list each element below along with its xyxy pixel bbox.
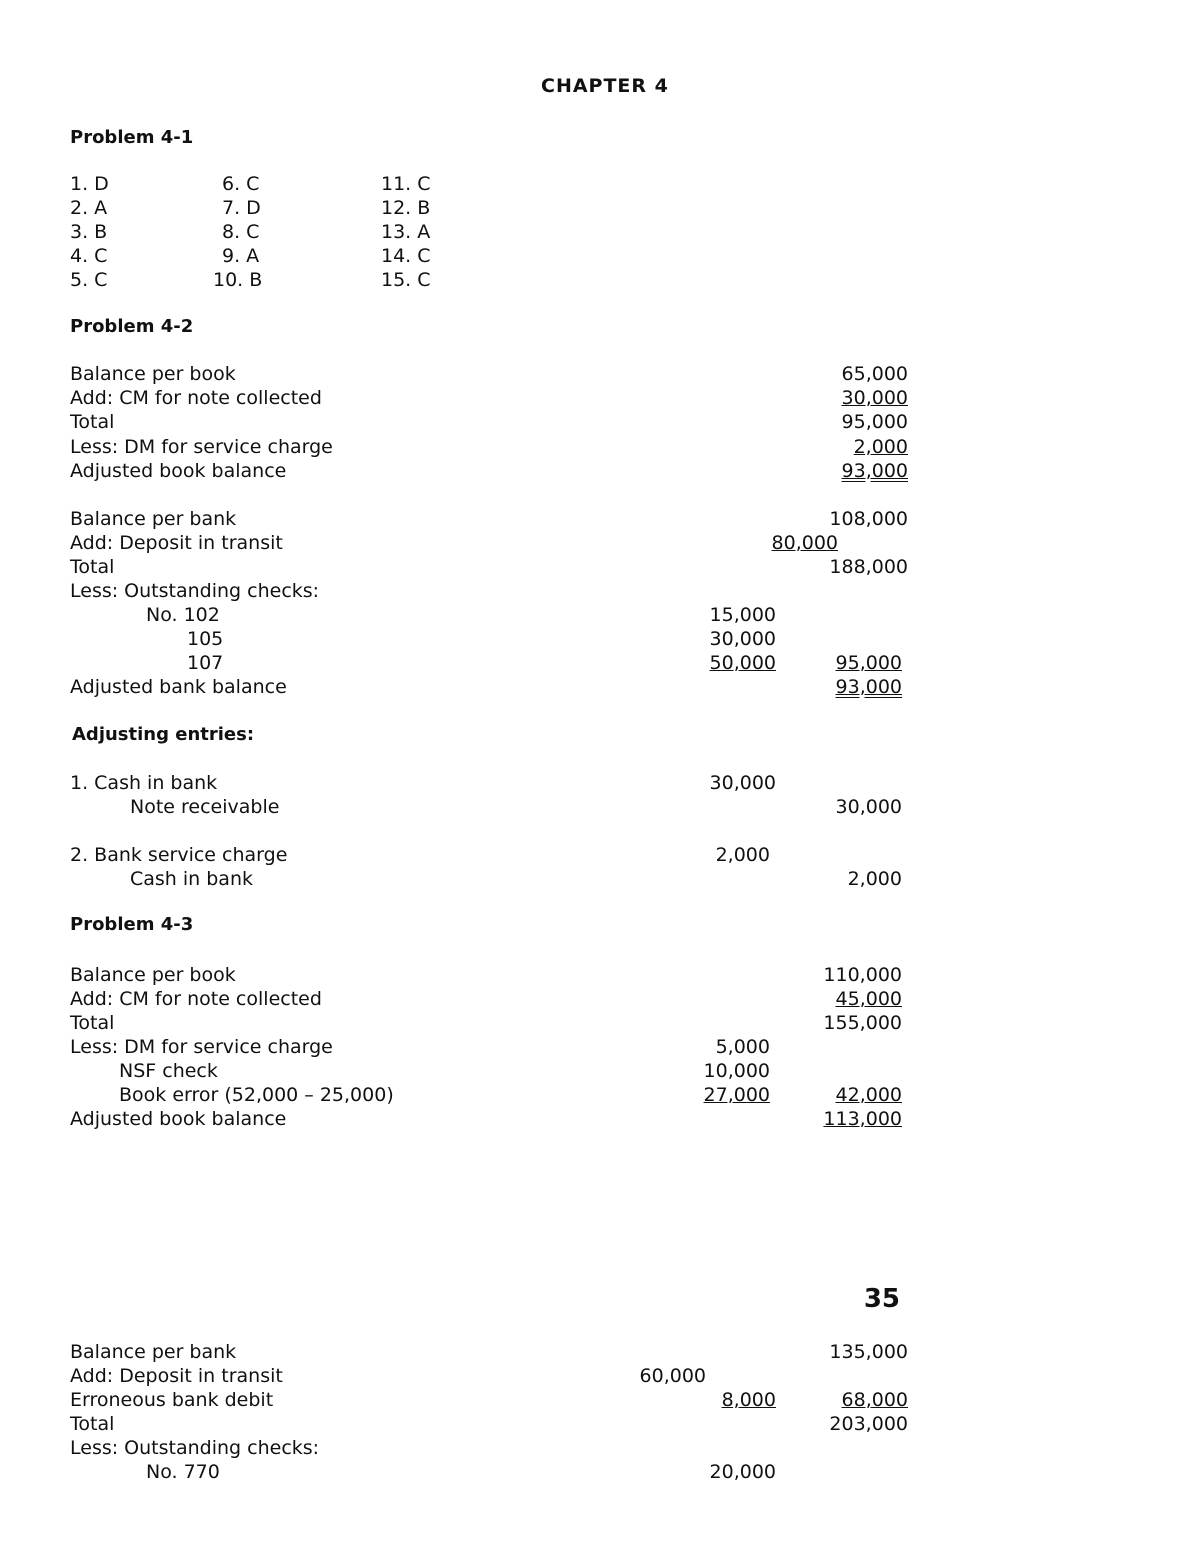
amount: 8,000 xyxy=(721,1389,776,1411)
line-label: Add: CM for note collected xyxy=(70,988,322,1010)
check-label: No. 770 xyxy=(146,1461,220,1483)
amount: 95,000 xyxy=(835,652,902,674)
amount: 2,000 xyxy=(853,436,908,458)
adjusting-entries-heading: Adjusting entries: xyxy=(72,724,255,745)
line-label: Adjusted book balance xyxy=(70,1108,287,1130)
check-label: No. 102 xyxy=(146,604,220,626)
amount: 80,000 xyxy=(771,532,838,554)
amount: 42,000 xyxy=(835,1084,902,1106)
answer-item: 2. A xyxy=(70,197,108,219)
amount: 30,000 xyxy=(835,796,902,818)
amount-total: 93,000 xyxy=(841,460,908,482)
line-label: Total xyxy=(70,1012,115,1034)
answer-item: 14. C xyxy=(381,245,431,267)
line-label: Balance per book xyxy=(70,363,236,385)
answer-item: 6. C xyxy=(222,173,260,195)
line-label: Less: DM for service charge xyxy=(70,436,333,458)
line-label: Add: Deposit in transit xyxy=(70,532,283,554)
line-label: Balance per bank xyxy=(70,1341,237,1363)
problem-4-1-heading: Problem 4-1 xyxy=(70,127,194,148)
amount: 155,000 xyxy=(823,1012,902,1034)
chapter-title: CHAPTER 4 xyxy=(541,75,669,97)
amount: 5,000 xyxy=(715,1036,770,1058)
line-label: Total xyxy=(70,1413,115,1435)
answer-item: 7. D xyxy=(222,197,261,219)
amount: 50,000 xyxy=(709,652,776,674)
line-label: Less: Outstanding checks: xyxy=(70,1437,320,1459)
amount: 108,000 xyxy=(829,508,908,530)
amount: 10,000 xyxy=(703,1060,770,1082)
amount: 30,000 xyxy=(841,387,908,409)
amount: 2,000 xyxy=(715,844,770,866)
amount: 188,000 xyxy=(829,556,908,578)
answer-item: 4. C xyxy=(70,245,108,267)
amount: 15,000 xyxy=(709,604,776,626)
amount: 30,000 xyxy=(709,772,776,794)
amount: 30,000 xyxy=(709,628,776,650)
answer-item: 8. C xyxy=(222,221,260,243)
line-label: Less: Outstanding checks: xyxy=(70,580,320,602)
amount-total: 113,000 xyxy=(823,1108,902,1130)
amount: 110,000 xyxy=(823,964,902,986)
entry-debit: 2. Bank service charge xyxy=(70,844,288,866)
answer-item: 13. A xyxy=(381,221,431,243)
problem-4-3-heading: Problem 4-3 xyxy=(70,914,194,935)
entry-debit: 1. Cash in bank xyxy=(70,772,218,794)
line-label: Total xyxy=(70,556,115,578)
problem-4-2-heading: Problem 4-2 xyxy=(70,316,194,337)
line-label: Balance per bank xyxy=(70,508,237,530)
amount: 203,000 xyxy=(829,1413,908,1435)
amount: 65,000 xyxy=(841,363,908,385)
line-label: Total xyxy=(70,411,115,433)
line-label: Balance per book xyxy=(70,964,236,986)
line-label: Less: DM for service charge xyxy=(70,1036,333,1058)
line-label: Erroneous bank debit xyxy=(70,1389,274,1411)
amount: 68,000 xyxy=(841,1389,908,1411)
amount: 60,000 xyxy=(639,1365,706,1387)
check-label: 107 xyxy=(187,652,224,674)
amount-total: 93,000 xyxy=(835,676,902,698)
amount: 20,000 xyxy=(709,1461,776,1483)
answer-item: 12. B xyxy=(381,197,431,219)
line-label: Adjusted bank balance xyxy=(70,676,287,698)
answer-item: 10. B xyxy=(213,269,263,291)
line-label: Add: CM for note collected xyxy=(70,387,322,409)
answer-item: 1. D xyxy=(70,173,109,195)
answer-item: 5. C xyxy=(70,269,108,291)
amount: 95,000 xyxy=(841,411,908,433)
amount: 135,000 xyxy=(829,1341,908,1363)
amount: 27,000 xyxy=(703,1084,770,1106)
amount: 2,000 xyxy=(847,868,902,890)
check-label: 105 xyxy=(187,628,224,650)
amount: 45,000 xyxy=(835,988,902,1010)
answer-item: 3. B xyxy=(70,221,108,243)
line-label: Book error (52,000 – 25,000) xyxy=(119,1084,394,1106)
line-label: NSF check xyxy=(119,1060,218,1082)
page-number: 35 xyxy=(863,1284,900,1314)
answer-item: 15. C xyxy=(381,269,431,291)
answer-item: 9. A xyxy=(222,245,260,267)
entry-credit: Note receivable xyxy=(130,796,280,818)
line-label: Add: Deposit in transit xyxy=(70,1365,283,1387)
answer-item: 11. C xyxy=(381,173,431,195)
line-label: Adjusted book balance xyxy=(70,460,287,482)
entry-credit: Cash in bank xyxy=(130,868,253,890)
